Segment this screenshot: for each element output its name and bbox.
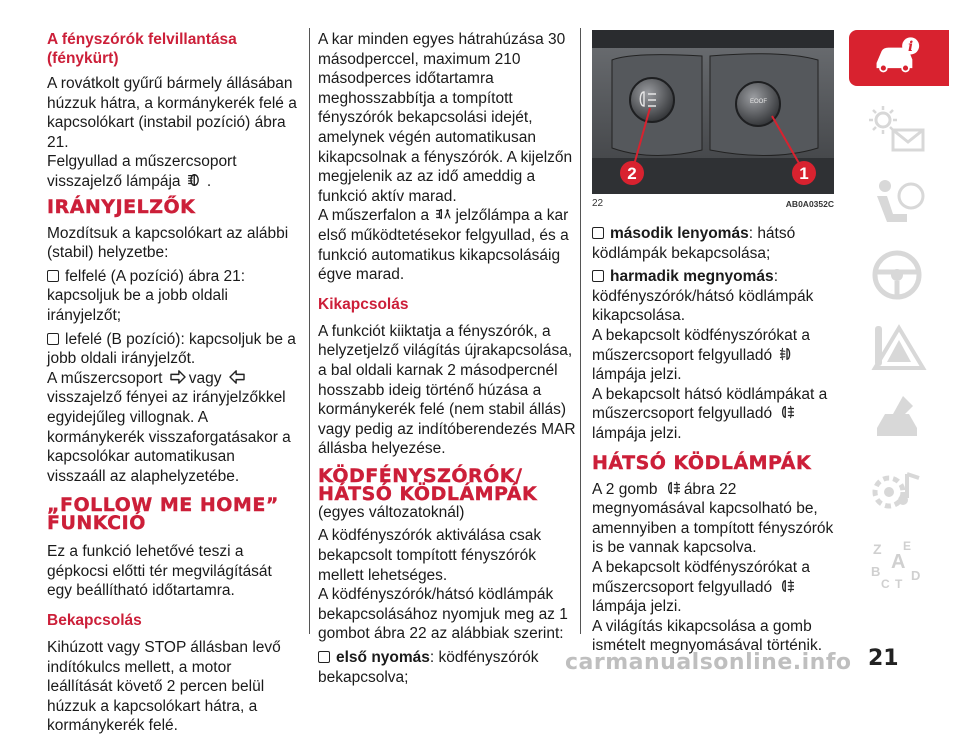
svg-text:T: T [895,577,903,590]
tab-car-info[interactable] [849,30,949,86]
warning-triangle-icon [867,320,927,374]
paragraph: Kihúzott vagy STOP állásban levő indítókulcs mellett, a motor leállítását követő 2 percen belül húzzuk a kapcsolókart hátra, a kormánykerék felé. [47,639,281,735]
callout-1: 1 [799,164,809,183]
watermark: carmanualsonline.info [565,650,852,675]
rear-fog-light-icon [778,405,796,419]
heading-fog-lights: KÖDFÉNYSZÓRÓK/ HÁTSÓ KÖDLÁMPÁK [318,464,538,505]
bullet-item: második lenyomás: hátsó ködlámpák bekapcsolása; [592,225,796,262]
car-info-icon [867,34,927,80]
paragraph: A ködfényszórók aktiválása csak bekapcsolt tompított fényszórók mellett lehetséges. [318,527,542,584]
checkbox-bullet-icon [592,227,604,239]
paragraph: A funkciót kiiktatja a fényszórók, a helyzetjelző világítás újrakapcsolása, a bal oldali karnak 2 másodpercnél hosszabb ideig történő húzása a kormánykerék felé (nem stabil állás) vagy pedig az indítóberendezés MAR állásba helyezése. [318,322,576,458]
callout-2: 2 [627,164,637,183]
svg-text:C: C [881,577,890,590]
heading-indicators: IRÁNYJELZŐK [47,195,196,218]
tab-starting-driving[interactable] [849,240,949,310]
wrench-car-icon [867,392,927,446]
paragraph: Mozdítsuk a kapcsolókart az alábbi (stabil) helyzetbe: [47,224,289,262]
svg-text:A: A [891,551,906,573]
bullet-item: első nyomás: ködfényszórók bekapcsolva; [318,649,539,686]
heading-fog-subtitle: (egyes változatoknál) [318,503,465,521]
svg-text:D: D [911,568,921,583]
subheading-switch-on: Bekapcsolás [47,612,142,630]
turn-right-arrow-icon [169,370,187,384]
paragraph: A bekapcsolt hátsó ködlámpákat a műszercsoport felgyulladó lámpája jelzi. [592,385,828,442]
dashboard-photo [592,30,834,194]
column-divider [309,28,310,634]
paragraph: A műszerfalon a jelzőlámpa a kar első működtetésekor felgyullad, és a funkció automatikus kikapcsolásáig égve marad. [318,207,569,284]
tab-index[interactable] [849,528,949,598]
svg-text:Z: Z [873,541,882,557]
column-2 [318,30,576,687]
index-letters-icon [867,536,927,590]
svg-text:EOOF: EOOF [750,99,768,105]
rear-fog-light-icon [778,579,796,593]
chapter-sidebar [849,30,960,600]
heading-follow-me-home: „FOLLOW ME HOME” FUNKCIÓ [47,494,279,535]
checkbox-bullet-icon [592,270,604,282]
figure-fog-light-buttons [592,30,834,194]
subheading-switch-off: Kikapcsolás [318,295,409,313]
svg-text:i: i [908,39,914,56]
checkbox-bullet-icon [47,270,59,282]
bullet-item: harmadik megnyomás: ködfényszórók/hátsó ködlámpák kikapcsolása. [592,268,814,325]
paragraph: A világítás kikapcsolása a gomb ismételt megnyomásával történik. [592,617,823,655]
figure-caption [592,198,834,214]
column-3 [592,224,834,656]
paragraph: A kar minden egyes hátrahúzása 30 másodperccel, maximum 210 másodperces időtartamra meghosszabbítja a tompított fényszórók bekapcsolási idejét, amelynek végén automatikusan kikapcsolnak a fényszórók. A kijelzőn megjelenik az az idő ameddig a funkció aktív marad. [318,31,573,205]
column-divider [580,28,581,634]
paragraph: A bekapcsolt ködfényszórókat a műszercsoport felgyulladó lámpája jelzi. [592,558,810,616]
rear-fog-light-icon [664,481,682,495]
airbag-seat-icon [867,176,927,230]
checkbox-bullet-icon [47,333,59,345]
svg-text:E: E [903,539,912,553]
heading-rear-fog: HÁTSÓ KÖDLÁMPÁK [592,451,812,474]
column-1 [47,30,297,736]
paragraph: Ez a funkció lehetővé teszi a gépkocsi előtti tér megvilágítását egy beállítható időtartamra. [47,543,272,600]
tab-safety[interactable] [849,168,949,238]
tab-emergency[interactable] [849,312,949,382]
tab-warning-lights[interactable] [849,96,949,166]
bullet-item: felfelé (A pozíció) ábra 21: kapcsoljuk be a jobb oldali irányjelzőt; [47,267,246,324]
paragraph: A műszercsoport vagy visszajelző fényei az irányjelzőkkel egyidejűleg villognak. A kormánykerék visszaforgatásakor a kapcsolókar automatikusan visszaáll az alaphelyzetébe. [47,369,291,485]
high-beam-icon [187,173,205,187]
bullet-item: lefelé (B pozíció): kapcsoljuk be a jobb oldali irányjelzőt. [47,330,296,368]
tab-maintenance[interactable] [849,384,949,454]
page-number: 21 [868,646,899,671]
checkbox-bullet-icon [318,651,330,663]
figure-code: AB0A0352C [785,199,834,209]
figure-number: 22 [592,198,604,209]
paragraph: Felgyullad a műszercsoport visszajelző lámpája . [47,153,237,190]
paragraph: A bekapcsolt ködfényszórókat a műszercsoport felgyulladó lámpája jelzi. [592,326,810,384]
front-fog-light-icon [778,347,796,361]
paragraph: A 2 gomb ábra 22 megnyomásával kapcsolható be, amennyiben a tompított fényszórók is be vannak kapcsolva. [592,480,834,557]
paragraph: A rovátkolt gyűrű bármely állásában húzzuk hátra, a kormánykerék felé a kapcsolókart (instabil pozíció) ábra 21. [47,75,297,151]
svg-text:B: B [871,564,881,579]
media-settings-icon [867,464,927,518]
turn-left-arrow-icon [228,370,246,384]
follow-me-home-icon [435,207,453,221]
tab-multimedia[interactable] [849,456,949,526]
warning-lights-icon [867,104,927,158]
paragraph: A ködfényszórók/hátsó ködlámpák bekapcsolásához nyomjuk meg az 1 gombot ábra 22 az alábbiak szerint: [318,586,568,643]
steering-wheel-icon [867,248,927,302]
section-title-flash: A fényszórók felvillantása (fénykürt) [47,31,237,67]
